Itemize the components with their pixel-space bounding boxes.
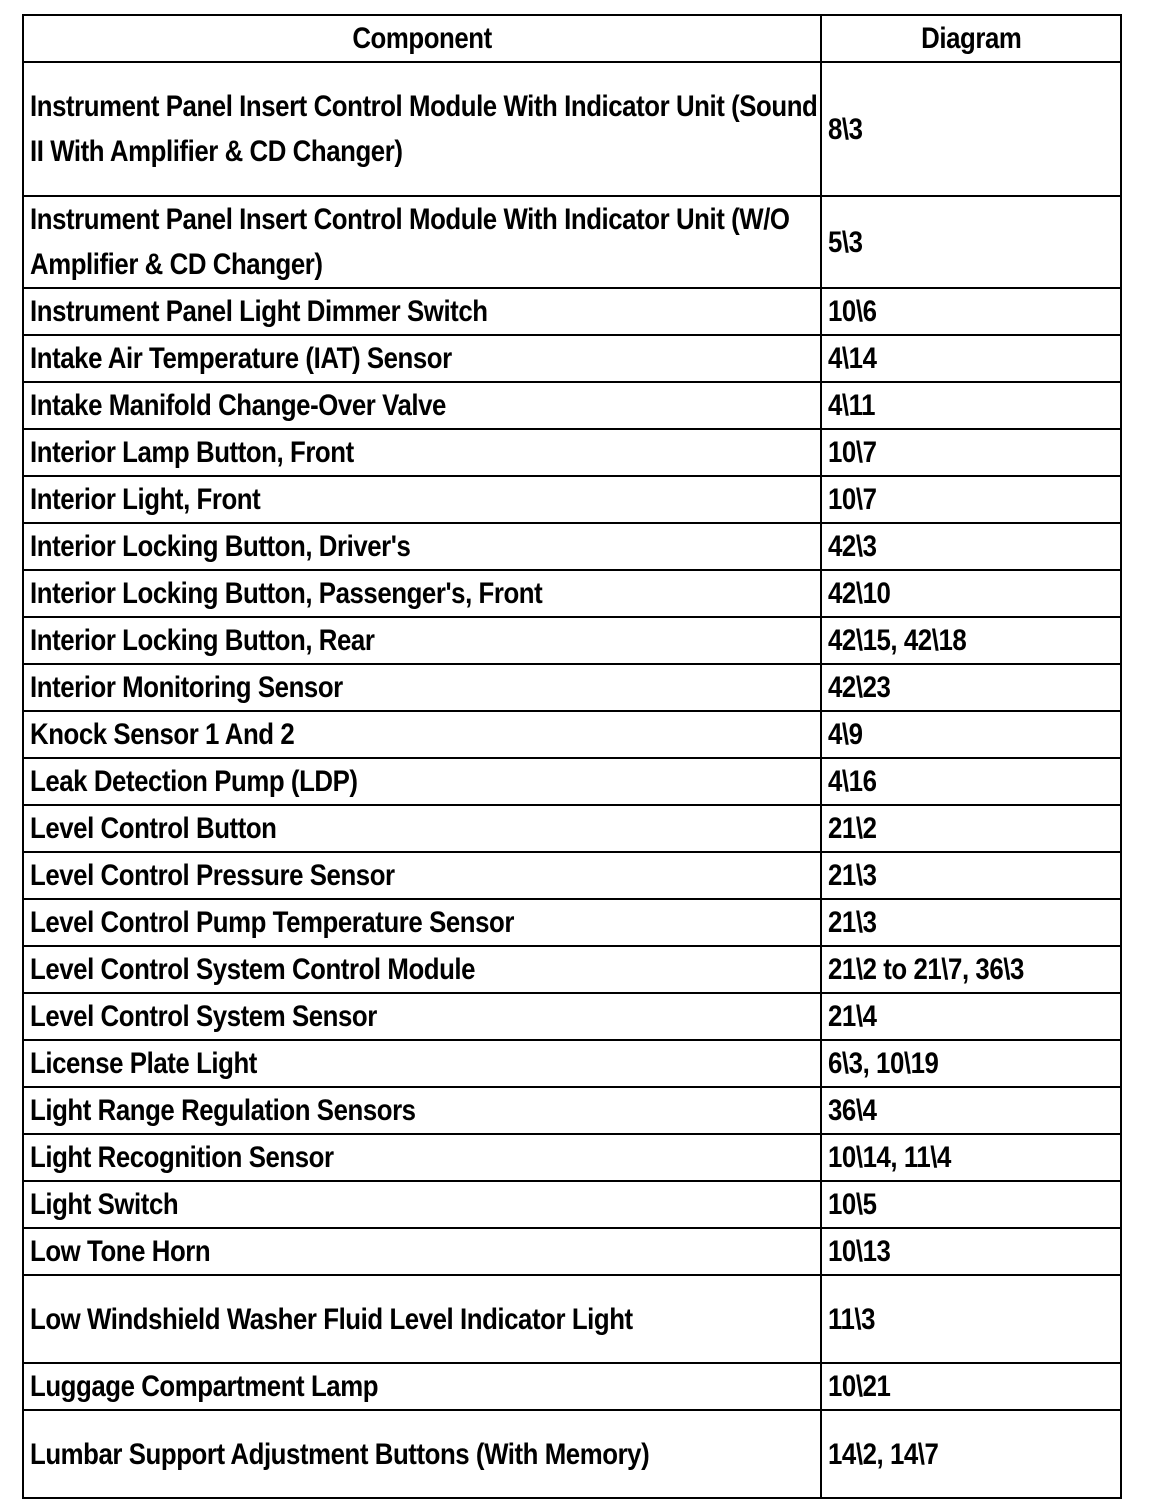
table-row <box>23 1087 1121 1134</box>
diagram-cell: 42\15, 42\18 <box>821 617 1121 664</box>
diagram-cell: 4\9 <box>821 711 1121 758</box>
diagram-cell: 21\2 to 21\7, 36\3 <box>821 946 1121 993</box>
diagram-cell: 10\21 <box>821 1363 1121 1410</box>
component-cell: Interior Light, Front <box>23 476 821 523</box>
component-cell: Lumbar Support Adjustment Buttons (With Memory) <box>23 1410 821 1498</box>
diagram-cell: 10\7 <box>821 476 1121 523</box>
component-diagram-table-sheet <box>22 14 1120 1499</box>
table-row <box>23 62 1121 196</box>
diagram-cell: 10\14, 11\4 <box>821 1134 1121 1181</box>
table-row <box>23 523 1121 570</box>
component-cell: Level Control Pressure Sensor <box>23 852 821 899</box>
diagram-cell: 42\23 <box>821 664 1121 711</box>
diagram-cell: 11\3 <box>821 1275 1121 1363</box>
component-cell: Low Tone Horn <box>23 1228 821 1275</box>
component-cell: Instrument Panel Insert Control Module With Indicator Unit (Sound II With Amplifier & CD Changer) <box>23 62 821 196</box>
diagram-cell: 6\3, 10\19 <box>821 1040 1121 1087</box>
diagram-cell: 21\2 <box>821 805 1121 852</box>
diagram-cell: 4\16 <box>821 758 1121 805</box>
table-row <box>23 1181 1121 1228</box>
table-row <box>23 1363 1121 1410</box>
diagram-cell: 21\3 <box>821 899 1121 946</box>
diagram-cell: 10\6 <box>821 288 1121 335</box>
table-row <box>23 570 1121 617</box>
diagram-cell: 10\13 <box>821 1228 1121 1275</box>
component-cell: Light Switch <box>23 1181 821 1228</box>
table-row <box>23 1040 1121 1087</box>
diagram-cell: 42\10 <box>821 570 1121 617</box>
component-cell: Low Windshield Washer Fluid Level Indicator Light <box>23 1275 821 1363</box>
diagram-cell: 4\11 <box>821 382 1121 429</box>
component-cell: Knock Sensor 1 And 2 <box>23 711 821 758</box>
table-row <box>23 1275 1121 1363</box>
diagram-cell: 21\3 <box>821 852 1121 899</box>
diagram-cell: 5\3 <box>821 196 1121 288</box>
component-cell: Level Control System Control Module <box>23 946 821 993</box>
component-cell: Interior Locking Button, Driver's <box>23 523 821 570</box>
table-row <box>23 758 1121 805</box>
table-row <box>23 946 1121 993</box>
component-cell: Interior Lamp Button, Front <box>23 429 821 476</box>
component-cell: Intake Air Temperature (IAT) Sensor <box>23 335 821 382</box>
table-row <box>23 1228 1121 1275</box>
table-row <box>23 805 1121 852</box>
component-cell: Intake Manifold Change-Over Valve <box>23 382 821 429</box>
component-cell: License Plate Light <box>23 1040 821 1087</box>
component-cell: Interior Locking Button, Passenger's, Front <box>23 570 821 617</box>
table-row <box>23 664 1121 711</box>
diagram-cell: 36\4 <box>821 1087 1121 1134</box>
diagram-cell: 10\5 <box>821 1181 1121 1228</box>
table-row <box>23 852 1121 899</box>
table-row <box>23 1410 1121 1498</box>
column-header-diagram: Diagram <box>821 15 1121 62</box>
table-row <box>23 993 1121 1040</box>
component-cell: Instrument Panel Light Dimmer Switch <box>23 288 821 335</box>
table-row <box>23 476 1121 523</box>
diagram-cell: 14\2, 14\7 <box>821 1410 1121 1498</box>
component-cell: Interior Locking Button, Rear <box>23 617 821 664</box>
diagram-cell: 8\3 <box>821 62 1121 196</box>
component-cell: Level Control Button <box>23 805 821 852</box>
table-row <box>23 899 1121 946</box>
table-row <box>23 382 1121 429</box>
diagram-cell: 10\7 <box>821 429 1121 476</box>
table-row <box>23 335 1121 382</box>
table-row <box>23 711 1121 758</box>
component-diagram-table <box>22 14 1122 1499</box>
component-cell: Interior Monitoring Sensor <box>23 664 821 711</box>
component-cell: Light Recognition Sensor <box>23 1134 821 1181</box>
component-cell: Instrument Panel Insert Control Module With Indicator Unit (W/O Amplifier & CD Changer) <box>23 196 821 288</box>
component-cell: Level Control System Sensor <box>23 993 821 1040</box>
table-row <box>23 288 1121 335</box>
table-row <box>23 617 1121 664</box>
table-row <box>23 429 1121 476</box>
component-cell: Light Range Regulation Sensors <box>23 1087 821 1134</box>
diagram-cell: 4\14 <box>821 335 1121 382</box>
component-cell: Level Control Pump Temperature Sensor <box>23 899 821 946</box>
diagram-cell: 42\3 <box>821 523 1121 570</box>
table-header-row <box>23 15 1121 62</box>
component-cell: Luggage Compartment Lamp <box>23 1363 821 1410</box>
table-row <box>23 196 1121 288</box>
column-header-component: Component <box>23 15 821 62</box>
component-cell: Leak Detection Pump (LDP) <box>23 758 821 805</box>
table-row <box>23 1134 1121 1181</box>
diagram-cell: 21\4 <box>821 993 1121 1040</box>
